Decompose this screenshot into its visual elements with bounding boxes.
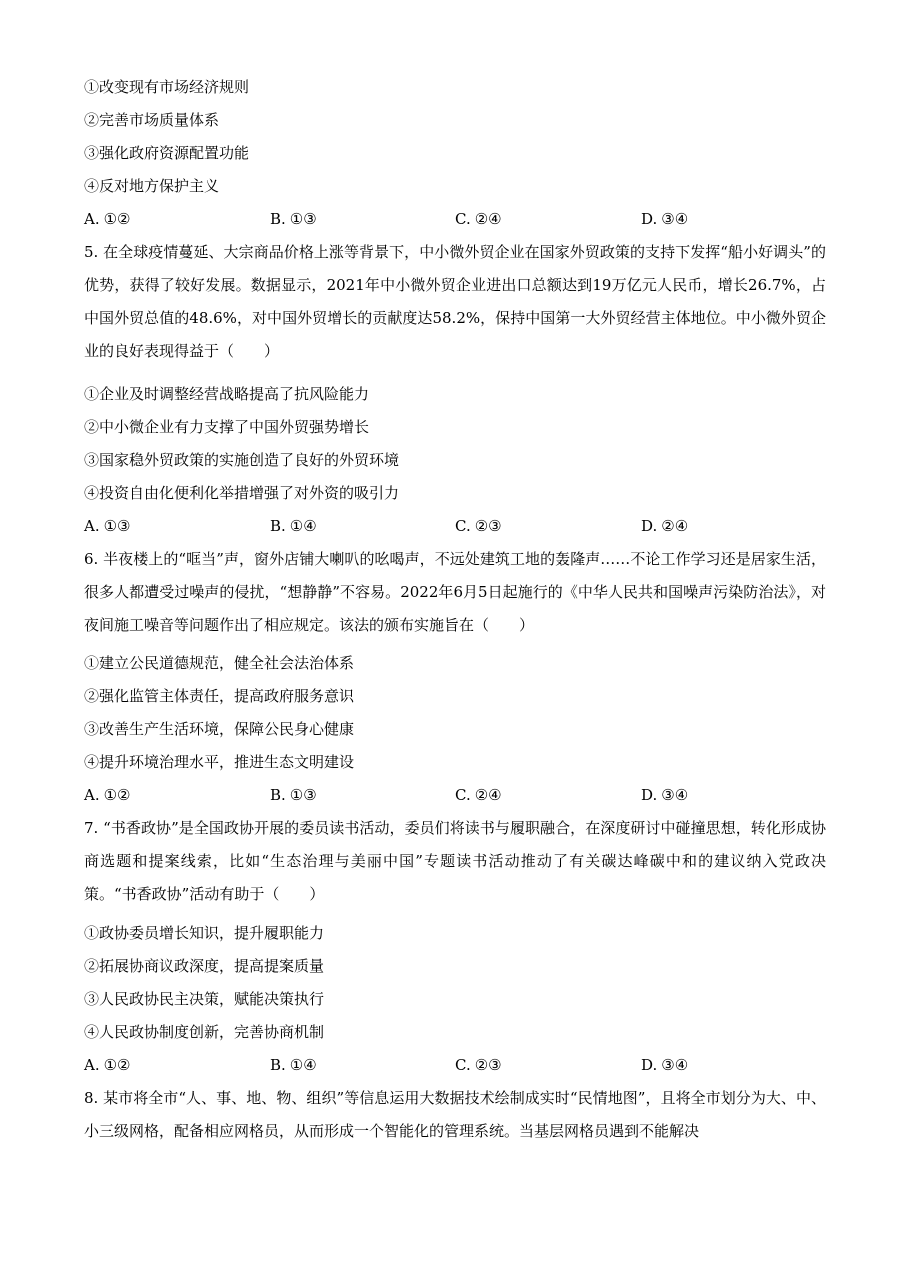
q7-option-a[interactable]: A. ①② [84,1056,131,1074]
q7-option-b[interactable]: B. ①④ [270,1056,317,1074]
question-6-stem: 6. 半夜楼上的“哐当”声，窗外店铺大喇叭的吆喝声，不远处建筑工地的轰隆声……不论工作学习还是居家生活，很多人都遭受过噪声的侵扰，“想静静”不容易。2022年6月5日起施行的《中华人民共和国噪声污染防治法》，对夜间施工噪音等问题作出了相应规定。该法的颁布实施旨在（ ） [84,550,826,634]
option-a[interactable]: A. ①② [84,210,131,228]
q6-answer-options [84,784,826,806]
q5-option-d[interactable]: D. ②④ [641,517,689,535]
q6-option-c[interactable]: C. ②④ [455,786,502,804]
q6-statement-3: ③改善生产生活环境，保障公民身心健康 [84,720,355,738]
q6-statement-2: ②强化监管主体责任，提高政府服务意识 [84,687,355,705]
statement-4: ④反对地方保护主义 [84,177,220,195]
q5-answer-options [84,515,826,537]
statement-2: ②完善市场质量体系 [84,111,220,129]
question-8-stem: 8. 某市将全市“人、事、地、物、组织”等信息运用大数据技术绘制成实时“民情地图”，且将全市划分为大、中、小三级网格，配备相应网格员，从而形成一个智能化的管理系统。当基层网格员遇到不能解决 [84,1089,826,1140]
q5-statement-2: ②中小微企业有力支撑了中国外贸强势增长 [84,418,370,436]
q6-option-b[interactable]: B. ①③ [270,786,317,804]
q7-option-d[interactable]: D. ③④ [641,1056,689,1074]
answer-options [84,208,826,230]
q6-option-d[interactable]: D. ③④ [641,786,689,804]
q7-statement-4: ④人民政协制度创新，完善协商机制 [84,1023,325,1041]
q5-statement-1: ①企业及时调整经营战略提高了抗风险能力 [84,385,370,403]
q6-statement-4: ④提升环境治理水平，推进生态文明建设 [84,753,355,771]
q6-statement-1: ①建立公民道德规范，健全社会法治体系 [84,654,355,672]
q5-option-a[interactable]: A. ①③ [84,517,131,535]
q7-statement-2: ②拓展协商议政深度，提高提案质量 [84,957,325,975]
option-d[interactable]: D. ③④ [641,210,689,228]
option-b[interactable]: B. ①③ [270,210,317,228]
q5-option-c[interactable]: C. ②③ [455,517,502,535]
q5-statement-4: ④投资自由化便利化举措增强了对外资的吸引力 [84,484,400,502]
question-5-stem: 5. 在全球疫情蔓延、大宗商品价格上涨等背景下，中小微外贸企业在国家外贸政策的支持下发挥“船小好调头”的优势，获得了较好发展。数据显示，2021年中小微外贸企业进出口总额达到19万亿元人民币，增长26.7%，占中国外贸总值的48.6%，对中国外贸增长的贡献度达58.2%，保持中国第一大外贸经营主体地位。中小微外贸企业的良好表现得益于（ ） [84,243,826,360]
q5-option-b[interactable]: B. ①④ [270,517,317,535]
q7-answer-options [84,1054,826,1076]
statement-1: ①改变现有市场经济规则 [84,78,250,96]
q5-statement-3: ③国家稳外贸政策的实施创造了良好的外贸环境 [84,451,400,469]
q7-statement-3: ③人民政协民主决策，赋能决策执行 [84,990,325,1008]
statement-3: ③强化政府资源配置功能 [84,144,250,162]
q7-statement-1: ①政协委员增长知识，提升履职能力 [84,924,325,942]
q7-option-c[interactable]: C. ②③ [455,1056,502,1074]
question-7-stem: 7. “书香政协”是全国政协开展的委员读书活动，委员们将读书与履职融合，在深度研讨中碰撞思想，转化形成协商选题和提案线索，比如“生态治理与美丽中国”专题读书活动推动了有关碳达峰碳中和的建议纳入党政决策。“书香政协”活动有助于（ ） [84,819,826,903]
option-c[interactable]: C. ②④ [455,210,502,228]
q6-option-a[interactable]: A. ①② [84,786,131,804]
